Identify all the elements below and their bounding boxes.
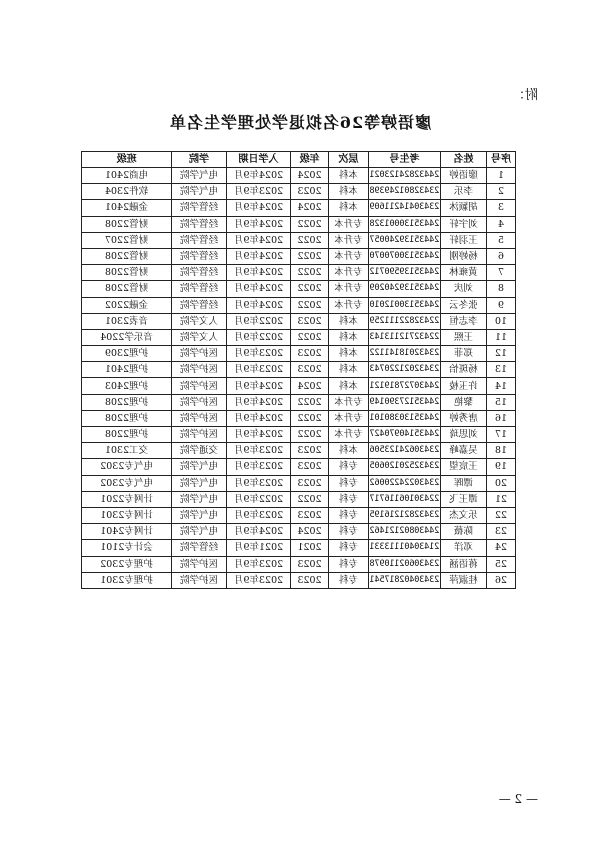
grade-cell: 2022 <box>291 394 329 410</box>
exam-number-cell: 24435139240057 <box>369 232 441 248</box>
index-cell: 5 <box>487 232 516 248</box>
class-cell: 护理2403 <box>82 378 172 394</box>
college-cell: 人文学院 <box>172 313 227 329</box>
exam-number-cell: 24430727819121 <box>369 378 441 394</box>
table-row <box>82 329 516 345</box>
name-cell: 李乐 <box>441 184 487 200</box>
table-row <box>82 362 516 378</box>
college-cell: 电气学院 <box>172 459 227 475</box>
index-cell: 10 <box>487 313 516 329</box>
name-cell: 王羽轩 <box>441 232 487 248</box>
name-cell: 乐文杰 <box>441 507 487 523</box>
exam-number-cell: 24435139590712 <box>369 265 441 281</box>
grade-cell: 2024 <box>291 524 329 540</box>
grade-cell: 2023 <box>291 443 329 459</box>
enroll-date-cell: 2022年9月 <box>227 313 291 329</box>
enroll-date-cell: 2024年9月 <box>227 394 291 410</box>
exam-number-cell: 24430802121462 <box>369 524 441 540</box>
index-cell: 20 <box>487 475 516 491</box>
class-cell: 护理2401 <box>82 362 172 378</box>
grade-cell: 2022 <box>291 216 329 232</box>
header-cell: 学院 <box>172 152 227 168</box>
enroll-date-cell: 2024年9月 <box>227 378 291 394</box>
college-cell: 经管学院 <box>172 216 227 232</box>
level-cell: 专升本 <box>329 394 369 410</box>
exam-number-cell: 23430224220062 <box>369 475 441 491</box>
enroll-date-cell: 2024年9月 <box>227 265 291 281</box>
index-cell: 4 <box>487 216 516 232</box>
student-list-table <box>81 151 516 589</box>
enroll-date-cell: 2023年9月 <box>227 184 291 200</box>
table-row <box>82 475 516 491</box>
grade-cell: 2023 <box>291 556 329 572</box>
table-row <box>82 459 516 475</box>
level-cell: 本科 <box>329 168 369 184</box>
table-row <box>82 346 516 362</box>
college-cell: 电气学院 <box>172 475 227 491</box>
index-cell: 1 <box>487 168 516 184</box>
grade-cell: 2021 <box>291 540 329 556</box>
table-row <box>82 556 516 572</box>
table-row <box>82 216 516 232</box>
exam-number-cell: 24435130070070 <box>369 248 441 264</box>
name-cell: 唐秀婷 <box>441 410 487 426</box>
enroll-date-cell: 2024年9月 <box>227 281 291 297</box>
name-cell: 桂淑萍 <box>441 572 487 588</box>
header-cell: 序号 <box>487 152 516 168</box>
college-cell: 医护学院 <box>172 556 227 572</box>
table-row <box>82 313 516 329</box>
exam-number-cell: 23430624123506 <box>369 443 441 459</box>
class-cell: 财管2208 <box>82 216 172 232</box>
class-cell: 计网专2201 <box>82 491 172 507</box>
exam-number-cell: 22430106116717 <box>369 491 441 507</box>
index-cell: 2 <box>487 184 516 200</box>
table-row <box>82 378 516 394</box>
attachment-label: 附： <box>511 88 538 103</box>
level-cell: 本科 <box>329 200 369 216</box>
name-cell: 杨斑怡 <box>441 362 487 378</box>
table-row <box>82 168 516 184</box>
header-cell: 入学日期 <box>227 152 291 168</box>
level-cell: 专科 <box>329 491 369 507</box>
index-cell: 16 <box>487 410 516 426</box>
name-cell: 李志恒 <box>441 313 487 329</box>
class-cell: 护理2309 <box>82 346 172 362</box>
index-cell: 23 <box>487 524 516 540</box>
enroll-date-cell: 2023年9月 <box>227 475 291 491</box>
table-row <box>82 540 516 556</box>
name-cell: 张冬云 <box>441 297 487 313</box>
class-cell: 财管2207 <box>82 232 172 248</box>
class-cell: 护理2208 <box>82 427 172 443</box>
enroll-date-cell: 2024年9月 <box>227 410 291 426</box>
enroll-date-cell: 2023年9月 <box>227 443 291 459</box>
class-cell: 电商2401 <box>82 168 172 184</box>
level-cell: 本科 <box>329 443 369 459</box>
exam-number-cell: 23430402817541 <box>369 572 441 588</box>
index-cell: 13 <box>487 362 516 378</box>
enroll-date-cell: 2023年9月 <box>227 459 291 475</box>
enroll-date-cell: 2024年9月 <box>227 248 291 264</box>
class-cell: 护理2208 <box>82 410 172 426</box>
college-cell: 经管学院 <box>172 265 227 281</box>
level-cell: 专升本 <box>329 232 369 248</box>
exam-number-cell: 24435130012010 <box>369 297 441 313</box>
class-cell: 计网专2401 <box>82 524 172 540</box>
class-cell: 护理2208 <box>82 394 172 410</box>
college-cell: 医护学院 <box>172 394 227 410</box>
grade-cell: 2023 <box>291 475 329 491</box>
table-row <box>82 443 516 459</box>
level-cell: 本科 <box>329 378 369 394</box>
name-cell: 谭晖 <box>441 475 487 491</box>
grade-cell: 2023 <box>291 572 329 588</box>
name-cell: 吴嘉峰 <box>441 443 487 459</box>
level-cell: 专升本 <box>329 427 369 443</box>
level-cell: 专升本 <box>329 248 369 264</box>
level-cell: 专科 <box>329 524 369 540</box>
grade-cell: 2022 <box>291 248 329 264</box>
class-cell: 金融2202 <box>82 297 172 313</box>
college-cell: 电气学院 <box>172 184 227 200</box>
grade-cell: 2022 <box>291 297 329 313</box>
name-cell: 许玉棱 <box>441 378 487 394</box>
name-cell: 邓洋 <box>441 540 487 556</box>
index-cell: 11 <box>487 329 516 345</box>
exam-number-cell: 24432824123021 <box>369 168 441 184</box>
college-cell: 医护学院 <box>172 427 227 443</box>
name-cell: 刘庆 <box>441 281 487 297</box>
college-cell: 电气学院 <box>172 168 227 184</box>
grade-cell: 2024 <box>291 200 329 216</box>
class-cell: 电气专2302 <box>82 459 172 475</box>
table-row <box>82 507 516 523</box>
index-cell: 25 <box>487 556 516 572</box>
header-cell: 层次 <box>329 152 369 168</box>
table-row <box>82 427 516 443</box>
level-cell: 专升本 <box>329 281 369 297</box>
grade-cell: 2023 <box>291 346 329 362</box>
table-row <box>82 232 516 248</box>
index-cell: 15 <box>487 394 516 410</box>
enroll-date-cell: 2022年9月 <box>227 329 291 345</box>
name-cell: 郑菲 <box>441 346 487 362</box>
level-cell: 本科 <box>329 346 369 362</box>
college-cell: 医护学院 <box>172 410 227 426</box>
grade-cell: 2022 <box>291 281 329 297</box>
enroll-date-cell: 2023年9月 <box>227 556 291 572</box>
grade-cell: 2022 <box>291 410 329 426</box>
index-cell: 12 <box>487 346 516 362</box>
name-cell: 陈薇 <box>441 524 487 540</box>
index-cell: 21 <box>487 491 516 507</box>
name-cell: 胡颖沐 <box>441 200 487 216</box>
name-cell: 杨婷刚 <box>441 248 487 264</box>
level-cell: 本科 <box>329 362 369 378</box>
table-row <box>82 524 516 540</box>
index-cell: 3 <box>487 200 516 216</box>
index-cell: 22 <box>487 507 516 523</box>
class-cell: 音表2301 <box>82 313 172 329</box>
header-cell: 年级 <box>291 152 329 168</box>
college-cell: 医护学院 <box>172 378 227 394</box>
index-cell: 24 <box>487 540 516 556</box>
enroll-date-cell: 2021年9月 <box>227 540 291 556</box>
exam-number-cell: 23430414211609 <box>369 200 441 216</box>
college-cell: 经管学院 <box>172 540 227 556</box>
enroll-date-cell: 2023年9月 <box>227 572 291 588</box>
college-cell: 经管学院 <box>172 200 227 216</box>
index-cell: 17 <box>487 427 516 443</box>
level-cell: 专科 <box>329 540 369 556</box>
level-cell: 专科 <box>329 572 369 588</box>
table-row <box>82 297 516 313</box>
index-cell: 8 <box>487 281 516 297</box>
grade-cell: 2022 <box>291 265 329 281</box>
class-cell: 交工2301 <box>82 443 172 459</box>
page-number: — 2 — <box>498 792 538 806</box>
exam-number-cell: 24435140970427 <box>369 427 441 443</box>
index-cell: 18 <box>487 443 516 459</box>
class-cell: 软件2304 <box>82 184 172 200</box>
exam-number-cell: 23432520120605 <box>369 459 441 475</box>
table-row <box>82 491 516 507</box>
level-cell: 本科 <box>329 329 369 345</box>
index-cell: 14 <box>487 378 516 394</box>
exam-number-cell: 22432822111259 <box>369 313 441 329</box>
enroll-date-cell: 2024年9月 <box>227 216 291 232</box>
class-cell: 金融2401 <box>82 200 172 216</box>
college-cell: 交通学院 <box>172 443 227 459</box>
level-cell: 专升本 <box>329 265 369 281</box>
college-cell: 电气学院 <box>172 507 227 523</box>
class-cell: 财管2208 <box>82 248 172 264</box>
college-cell: 电气学院 <box>172 491 227 507</box>
college-cell: 人文学院 <box>172 329 227 345</box>
enroll-date-cell: 2024年9月 <box>227 297 291 313</box>
college-cell: 经管学院 <box>172 281 227 297</box>
class-cell: 计网专2301 <box>82 507 172 523</box>
index-cell: 19 <box>487 459 516 475</box>
grade-cell: 2022 <box>291 427 329 443</box>
exam-number-cell: 23432018141122 <box>369 346 441 362</box>
exam-number-cell: 24435130380101 <box>369 410 441 426</box>
name-cell: 王宸望 <box>441 459 487 475</box>
exam-number-cell: 24435130001328 <box>369 216 441 232</box>
grade-cell: 2023 <box>291 362 329 378</box>
index-cell: 7 <box>487 265 516 281</box>
table-row <box>82 572 516 588</box>
level-cell: 本科 <box>329 184 369 200</box>
level-cell: 专升本 <box>329 410 369 426</box>
name-cell: 蒋语涵 <box>441 556 487 572</box>
exam-number-cell: 23432021220743 <box>369 362 441 378</box>
name-cell: 王熙 <box>441 329 487 345</box>
header-cell: 考生号 <box>369 152 441 168</box>
grade-cell: 2022 <box>291 232 329 248</box>
class-cell: 护理专2301 <box>82 572 172 588</box>
college-cell: 经管学院 <box>172 232 227 248</box>
college-cell: 医护学院 <box>172 362 227 378</box>
exam-number-cell: 24435139240209 <box>369 281 441 297</box>
level-cell: 专科 <box>329 459 369 475</box>
table-row <box>82 281 516 297</box>
enroll-date-cell: 2024年9月 <box>227 168 291 184</box>
exam-number-cell: 23432801249398 <box>369 184 441 200</box>
table-row <box>82 265 516 281</box>
name-cell: 廖语婷 <box>441 168 487 184</box>
level-cell: 专升本 <box>329 216 369 232</box>
enroll-date-cell: 2024年9月 <box>227 524 291 540</box>
table-row <box>82 200 516 216</box>
exam-number-cell: 22432712113143 <box>369 329 441 345</box>
header-cell: 班级 <box>82 152 172 168</box>
college-cell: 医护学院 <box>172 572 227 588</box>
table-row <box>82 184 516 200</box>
level-cell: 专科 <box>329 475 369 491</box>
table-row <box>82 248 516 264</box>
exam-number-cell: 23432821216195 <box>369 507 441 523</box>
exam-number-cell: 24435127390149 <box>369 394 441 410</box>
name-cell: 刘思琦 <box>441 427 487 443</box>
level-cell: 专科 <box>329 507 369 523</box>
exam-number-cell: 23430602110978 <box>369 556 441 572</box>
class-cell: 财管2208 <box>82 281 172 297</box>
name-cell: 黄雍林 <box>441 265 487 281</box>
index-cell: 26 <box>487 572 516 588</box>
college-cell: 经管学院 <box>172 248 227 264</box>
grade-cell: 2022 <box>291 491 329 507</box>
enroll-date-cell: 2023年9月 <box>227 507 291 523</box>
document-title: 廖语婷等26名拟退学处理学生名单 <box>168 113 432 132</box>
class-cell: 音乐学2204 <box>82 329 172 345</box>
index-cell: 6 <box>487 248 516 264</box>
enroll-date-cell: 2023年9月 <box>227 346 291 362</box>
grade-cell: 2024 <box>291 378 329 394</box>
grade-cell: 2022 <box>291 329 329 345</box>
college-cell: 电气学院 <box>172 524 227 540</box>
index-cell: 9 <box>487 297 516 313</box>
enroll-date-cell: 2023年9月 <box>227 362 291 378</box>
grade-cell: 2024 <box>291 168 329 184</box>
grade-cell: 2023 <box>291 459 329 475</box>
table-header-row <box>82 152 516 168</box>
level-cell: 专科 <box>329 556 369 572</box>
grade-cell: 2023 <box>291 184 329 200</box>
name-cell: 刘宇轩 <box>441 216 487 232</box>
header-cell: 姓名 <box>441 152 487 168</box>
class-cell: 电气专2302 <box>82 475 172 491</box>
college-cell: 经管学院 <box>172 297 227 313</box>
enroll-date-cell: 2024年9月 <box>227 427 291 443</box>
name-cell: 谭王飞 <box>441 491 487 507</box>
grade-cell: 2023 <box>291 507 329 523</box>
enroll-date-cell: 2024年9月 <box>227 200 291 216</box>
enroll-date-cell: 2024年9月 <box>227 232 291 248</box>
exam-number-cell: 21430401113331 <box>369 540 441 556</box>
class-cell: 护理专2302 <box>82 556 172 572</box>
level-cell: 本科 <box>329 313 369 329</box>
enroll-date-cell: 2022年9月 <box>227 491 291 507</box>
level-cell: 专升本 <box>329 297 369 313</box>
grade-cell: 2023 <box>291 313 329 329</box>
class-cell: 会计专2101 <box>82 540 172 556</box>
table-row <box>82 410 516 426</box>
table-row <box>82 394 516 410</box>
class-cell: 财管2208 <box>82 265 172 281</box>
name-cell: 黎艳 <box>441 394 487 410</box>
college-cell: 医护学院 <box>172 346 227 362</box>
